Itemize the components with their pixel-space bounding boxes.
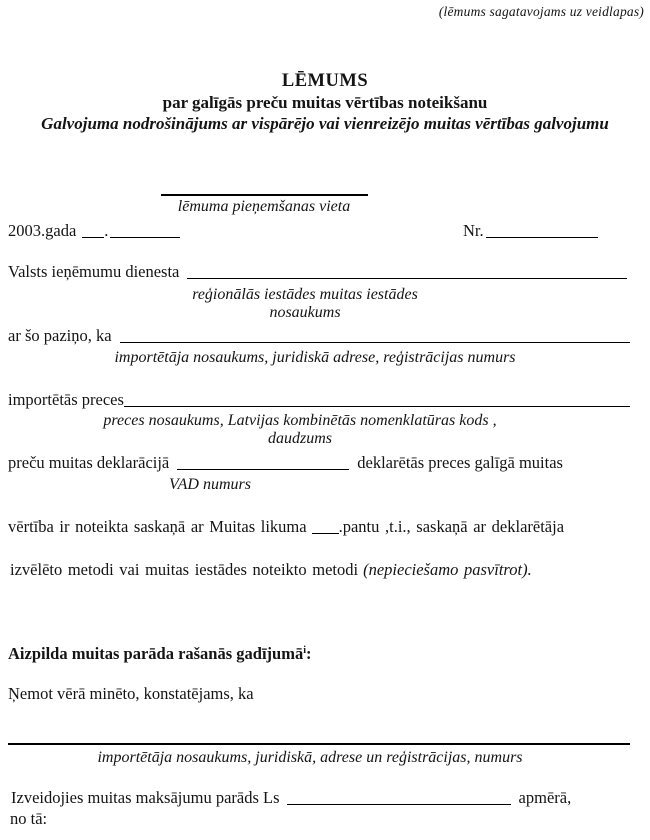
number-label: Nr. (463, 221, 484, 240)
debt-line (11, 788, 571, 808)
goods-label: importētās preces (8, 390, 124, 409)
goods-caption: preces nosaukums, Latvijas kombinētās nomenklatūras kods , daudzums (103, 412, 497, 447)
vad-blank-line (177, 469, 349, 470)
law-line-1 (8, 517, 564, 537)
article-blank-line (312, 533, 339, 534)
debt-amount-blank-line (287, 804, 511, 805)
announce-caption: importētāja nosaukums, juridiskā adrese, reģistrācijas numurs (114, 349, 516, 366)
date-line (8, 221, 180, 241)
section-heading-text: Aizpilda muitas parāda rašanās gadījumā (8, 644, 304, 663)
date-dot: . (104, 221, 109, 240)
debt-suffix: apmērā, (518, 788, 572, 807)
year-label: 2003.gada (8, 221, 77, 240)
announce-label: ar šo paziņo, ka (8, 326, 112, 345)
vid-caption: reģionālās iestādes muitas iestādes nosaukums (192, 286, 418, 321)
announce-line (8, 326, 630, 346)
decision-subtitle: par galīgās preču muitas vērtības noteikšanu (162, 93, 488, 112)
declaration-line (8, 453, 563, 473)
header-block (0, 70, 650, 134)
underline-instruction: (nepieciešamo pasvītrot). (363, 560, 532, 579)
vid-label: Valsts ieņēmumu dienesta (8, 262, 180, 281)
law-line-2 (10, 560, 532, 580)
place-caption: lēmuma pieņemšanas vieta (177, 198, 351, 215)
law-text-2: .pantu ,t.i., saskaņā ar deklarētāja (338, 517, 565, 536)
method-text: izvēlēto metodi vai muitas iestādes noteikto metodi (10, 560, 359, 579)
number-blank-line (486, 237, 598, 238)
importer-blank-line (8, 743, 630, 745)
goods-line (8, 390, 630, 410)
declaration-label: preču muitas deklarācijā (8, 453, 170, 472)
decision-title: LĒMUMS (281, 71, 369, 91)
finding-text: Ņemot vērā minēto, konstatējams, ka (8, 684, 254, 703)
number-line (463, 221, 598, 241)
guarantee-subtitle: Galvojuma nodrošinājums ar vispārējo vai vienreizējo muitas vērtības galvojumu (41, 114, 609, 133)
importer-caption: importētāja nosaukums, juridiskā, adrese un reģistrācijas, numurs (97, 749, 523, 766)
debt-line-2: no tā: (10, 809, 48, 828)
debt-label: Izveidojies muitas maksājumu parāds Ls (11, 788, 280, 807)
month-blank-line (110, 237, 180, 238)
vid-line (8, 262, 627, 282)
goods-blank-line (124, 406, 630, 407)
declaration-suffix: deklarētās preces galīgā muitas (357, 453, 563, 472)
announce-blank-line (120, 342, 630, 343)
vad-caption: VAD numurs (169, 476, 251, 493)
day-blank-line (82, 237, 104, 238)
place-blank-line (161, 194, 368, 196)
section-heading (8, 644, 312, 664)
form-note: (lēmums sagatavojams uz veidlapas) (438, 4, 644, 19)
law-text-1: vērtība ir noteikta saskaņā ar Muitas likuma (8, 517, 307, 536)
vid-blank-line (187, 278, 627, 279)
section-heading-colon: : (306, 644, 312, 663)
footnote-mark: i (303, 645, 306, 656)
